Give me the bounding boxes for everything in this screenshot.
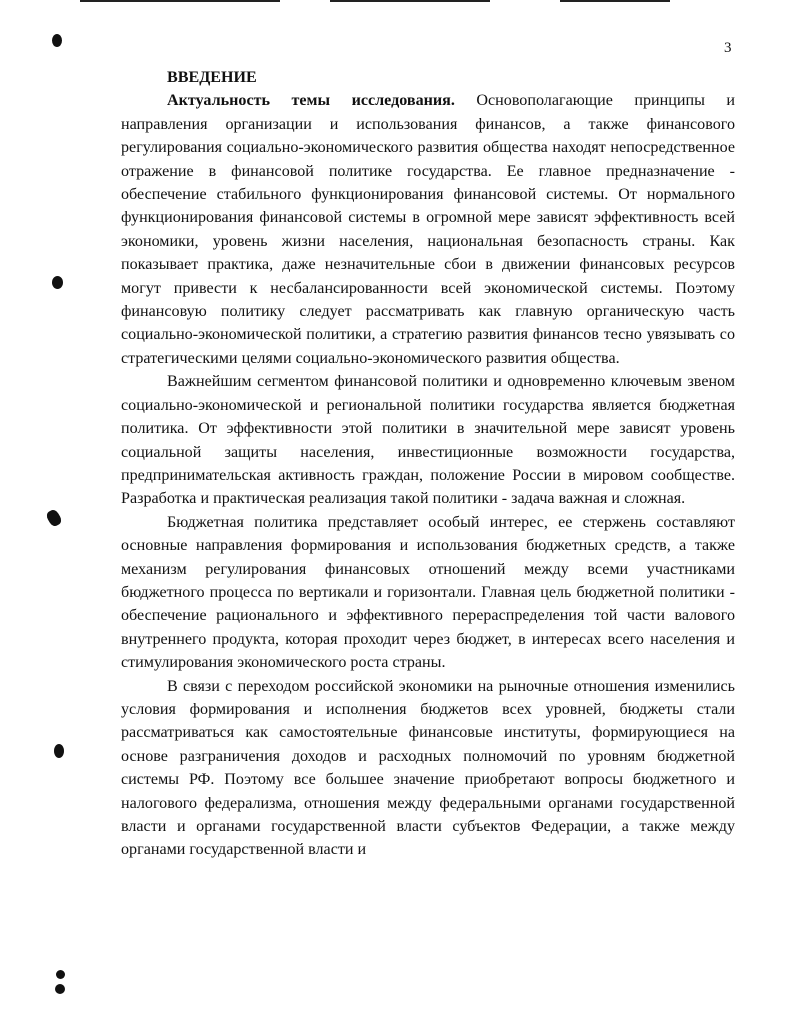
section-heading: ВВЕДЕНИЕ: [167, 69, 257, 86]
paragraph-lead: Актуальность темы исследования.: [167, 92, 455, 110]
punch-hole-mark: [45, 508, 63, 528]
punch-hole-mark: [52, 34, 62, 47]
punch-hole-mark: [56, 970, 65, 979]
punch-hole-mark: [55, 984, 65, 994]
document-body: [121, 66, 735, 862]
punch-hole-mark: [54, 744, 64, 758]
paragraph-budget-interest: Бюджетная политика представляет особый интерес, ее стержень составляют основные направления формирования и использования бюджетных средств, а также механизм регулирования финансовых отношений между всеми участниками бюджетного процесса по вертикали и горизонтали. Главная цель бюджетной политики - обеспечение рационального и эффективного перераспределения той части валового внутреннего продукта, которая проходит через бюджет, в интересах всего населения и стимулирования экономического роста страны.: [121, 513, 735, 672]
page-number: 3: [724, 40, 732, 56]
paragraph-text: Основополагающие принципы и направления организации и использования финансов, а также финансового регулирования социально-экономического развития общества находят непосредственное отражение в финансовой политике государства. Ее главное предназначение - обеспечение стабильного функционирования финансовой системы. От нормального функционирования финансовой системы в огромной мере зависят эффективность всей экономики, уровень жизни населения, национальная безопасность страны. Как показывает практика, даже незначительные сбои в движении финансовых ресурсов могут привести к несбалансированности всей экономической системы. Поэтому финансовую политику следует рассматривать как главную органическую часть социально-экономической политики, а стратегию развития финансов тесно увязывать со стратегическими целями социально-экономического развития общества.: [121, 92, 736, 367]
scan-edge-line: [560, 0, 670, 2]
paragraph-relevance: [121, 89, 735, 370]
scan-edge-line: [330, 0, 490, 2]
paragraph-market-transition: В связи с переходом российской экономики на рыночные отношения изменились условия формирования и исполнения бюджетов всех уровней, бюджеты стали рассматриваться как самостоятельные финансовые институты, формирующиеся на основе разграничения доходов и расходных полномочий по уровням бюджетной системы РФ. Поэтому все большее значение приобретают вопросы бюджетного и налогового федерализма, отношения между федеральными органами государственной власти и органами государственной власти субъектов Федерации, а также между органами государственной власти и: [121, 677, 735, 859]
scan-edge-line: [80, 0, 280, 2]
paragraph-budget-policy: Важнейшим сегментом финансовой политики и одновременно ключевым звеном социально-экономической и региональной политики государства является бюджетная политика. От эффективности этой политики в значительной мере зависят уровень социальной защиты населения, инвестиционные возможности государства, предпринимательская активность граждан, положение России в мировом сообществе. Разработка и практическая реализация такой политики - задача важная и сложная.: [121, 373, 735, 508]
punch-hole-mark: [52, 276, 63, 289]
